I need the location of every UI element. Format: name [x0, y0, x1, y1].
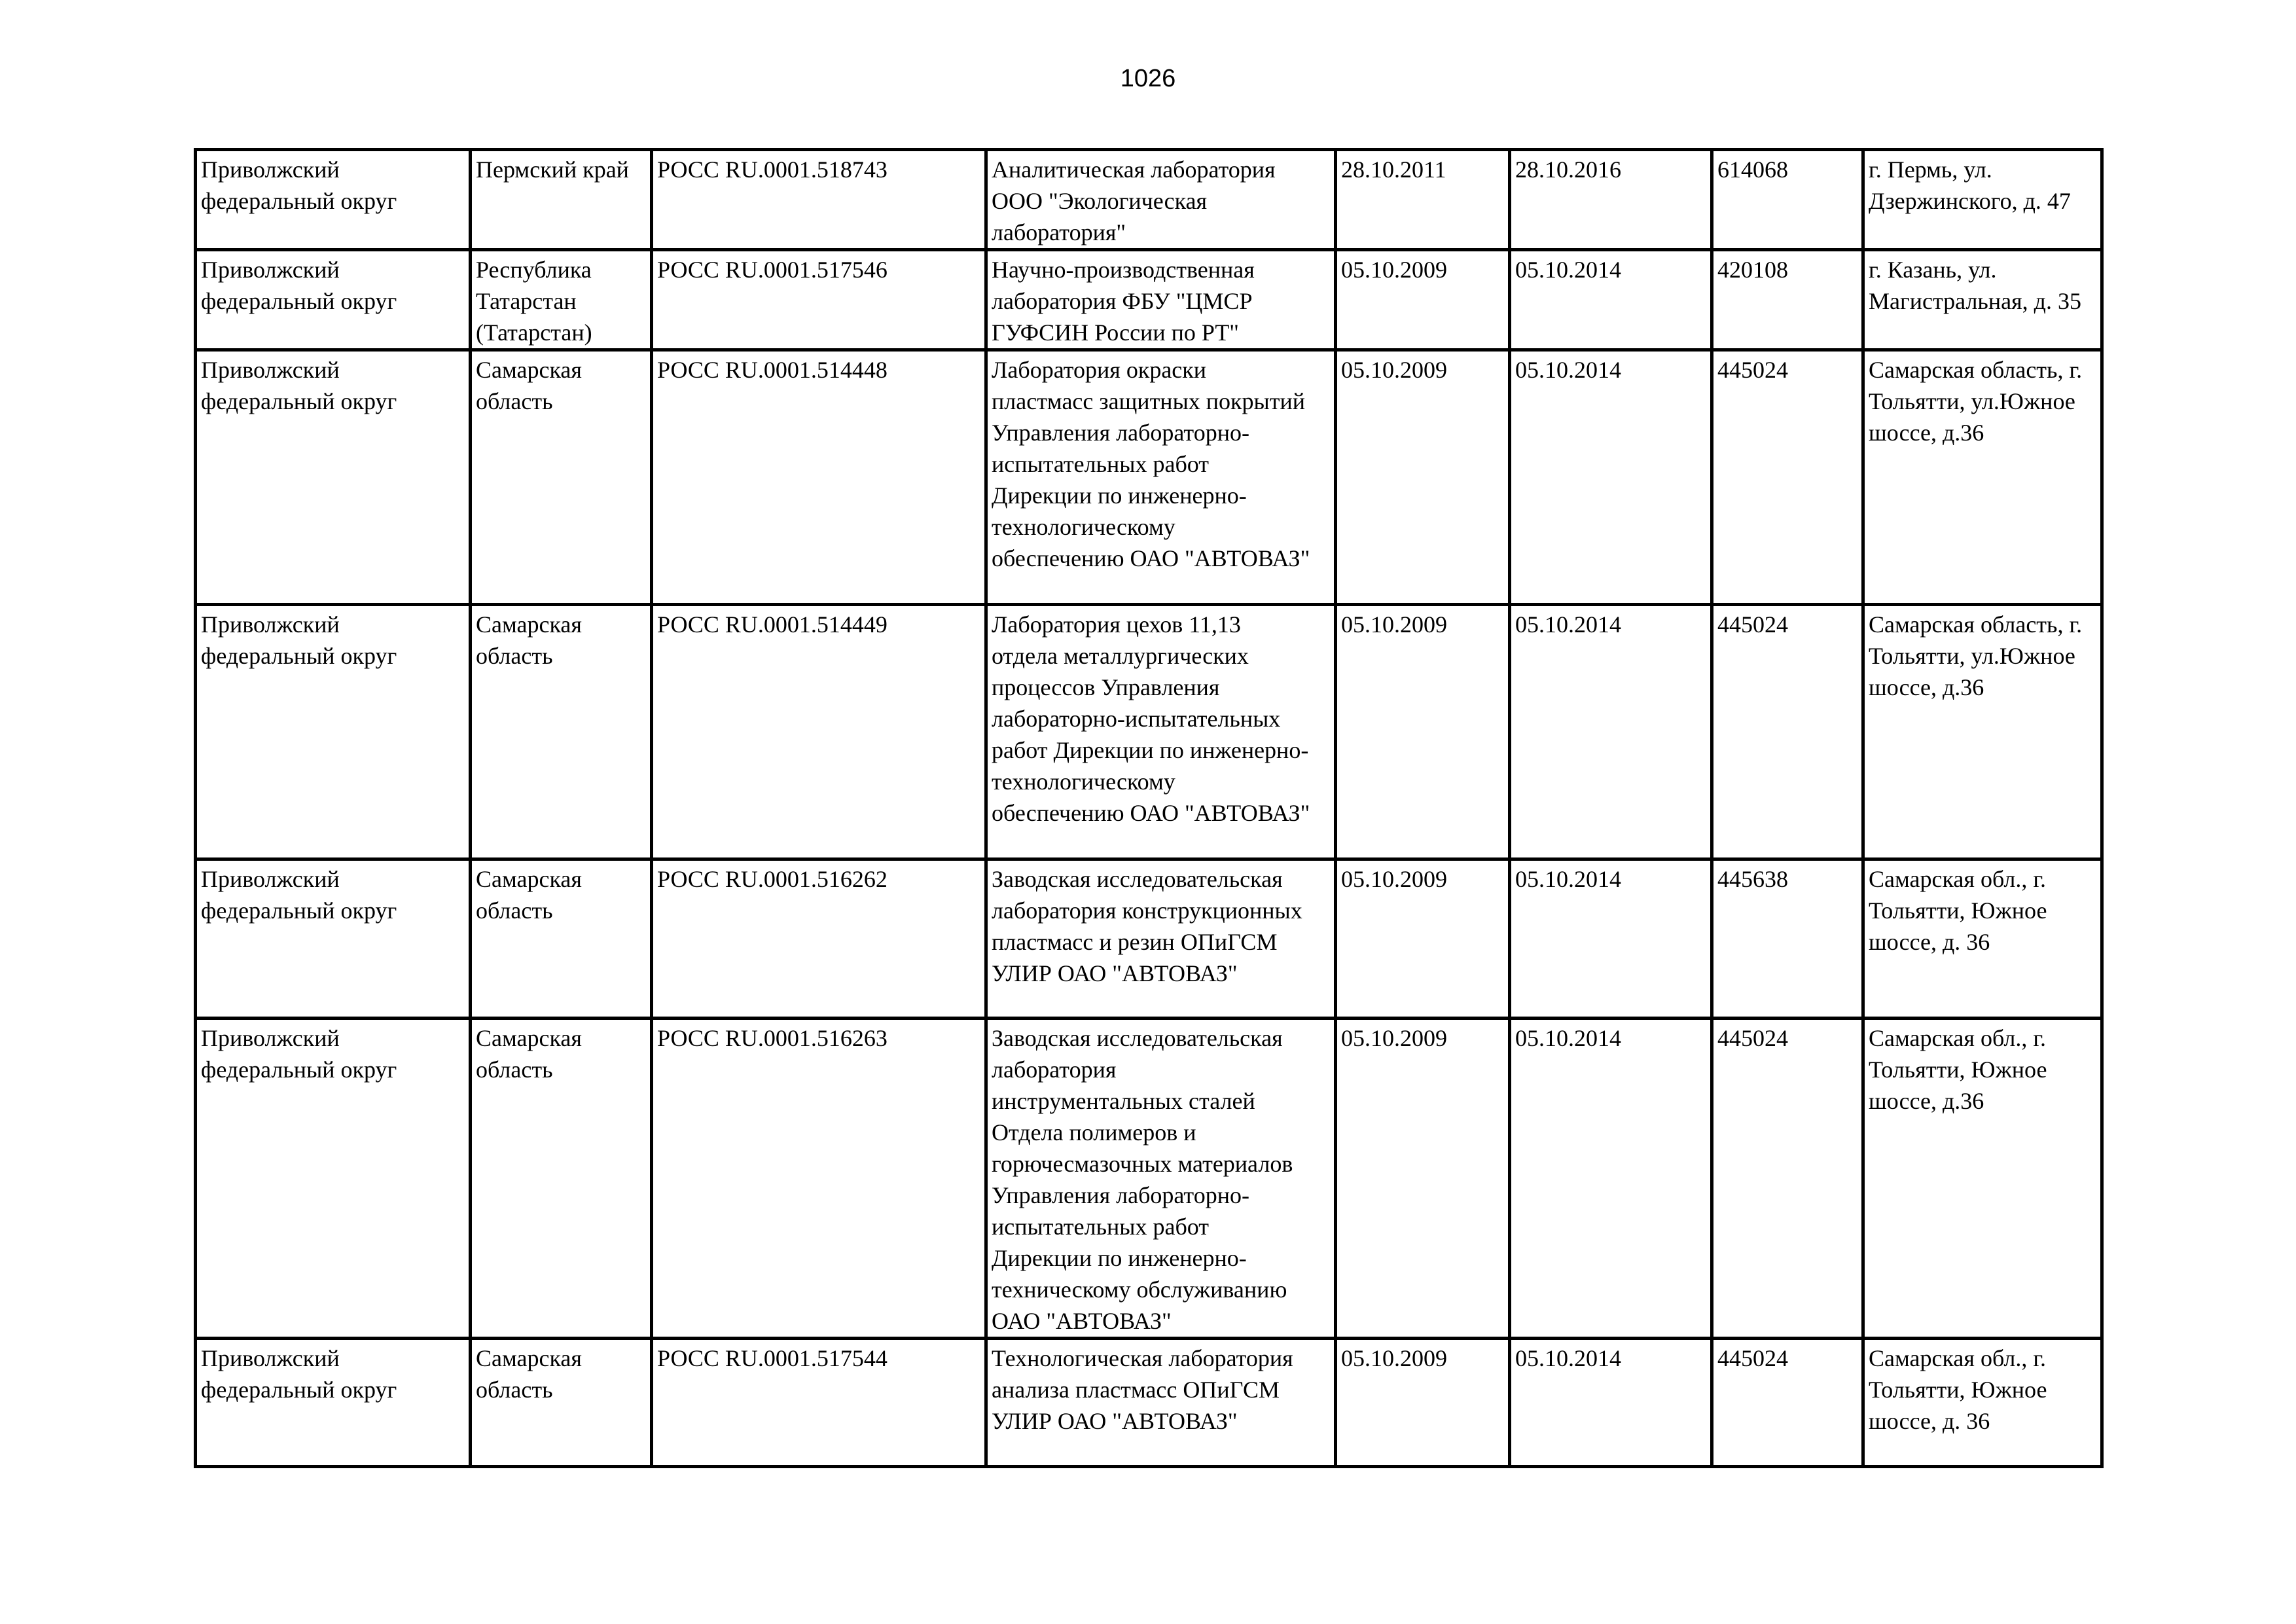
- table-row: [196, 250, 2102, 350]
- address-cell: г. Казань, ул. Магистральная, д. 35: [1863, 250, 2102, 350]
- certificate-number-cell: РОСС RU.0001.517546: [652, 250, 986, 350]
- district-cell: Приволжский федеральный округ: [196, 859, 471, 1019]
- date-to-cell: 05.10.2014: [1510, 605, 1712, 859]
- laboratory-name-cell: Заводская исследовательская лаборатория конструкционных пластмасс и резин ОПиГСМ УЛИР ОАО "АВТОВАЗ": [986, 859, 1336, 1019]
- table-row: [196, 350, 2102, 605]
- postal-code-cell: 445024: [1712, 350, 1863, 605]
- laboratory-registry-table: [194, 148, 2104, 1468]
- table-row: [196, 859, 2102, 1019]
- date-to-cell: 28.10.2016: [1510, 150, 1712, 250]
- table-row: [196, 1019, 2102, 1339]
- district-cell: Приволжский федеральный округ: [196, 1339, 471, 1467]
- postal-code-cell: 445024: [1712, 1339, 1863, 1467]
- postal-code-cell: 420108: [1712, 250, 1863, 350]
- laboratory-name-cell: Технологическая лаборатория анализа пластмасс ОПиГСМ УЛИР ОАО "АВТОВАЗ": [986, 1339, 1336, 1467]
- date-to-cell: 05.10.2014: [1510, 1019, 1712, 1339]
- address-cell: Самарская область, г. Тольятти, ул.Южное шоссе, д.36: [1863, 605, 2102, 859]
- region-cell: Пермский край: [471, 150, 652, 250]
- date-to-cell: 05.10.2014: [1510, 350, 1712, 605]
- district-cell: Приволжский федеральный округ: [196, 1019, 471, 1339]
- address-cell: г. Пермь, ул. Дзержинского, д. 47: [1863, 150, 2102, 250]
- date-to-cell: 05.10.2014: [1510, 859, 1712, 1019]
- date-from-cell: 05.10.2009: [1336, 350, 1510, 605]
- laboratory-name-cell: Научно-производственная лаборатория ФБУ "ЦМСР ГУФСИН России по РТ": [986, 250, 1336, 350]
- certificate-number-cell: РОСС RU.0001.516262: [652, 859, 986, 1019]
- date-from-cell: 05.10.2009: [1336, 1019, 1510, 1339]
- district-cell: Приволжский федеральный округ: [196, 250, 471, 350]
- address-cell: Самарская область, г. Тольятти, ул.Южное шоссе, д.36: [1863, 350, 2102, 605]
- page-number: 1026: [1120, 65, 1176, 92]
- date-from-cell: 05.10.2009: [1336, 605, 1510, 859]
- certificate-number-cell: РОСС RU.0001.514448: [652, 350, 986, 605]
- laboratory-name-cell: Лаборатория окраски пластмасс защитных покрытий Управления лабораторно- испытательных работ Дирекции по инженерно- технологическому обеспечению ОАО "АВТОВАЗ": [986, 350, 1336, 605]
- region-cell: Самарская область: [471, 605, 652, 859]
- postal-code-cell: 445024: [1712, 605, 1863, 859]
- postal-code-cell: 614068: [1712, 150, 1863, 250]
- address-cell: Самарская обл., г. Тольятти, Южное шоссе, д. 36: [1863, 859, 2102, 1019]
- region-cell: Самарская область: [471, 1339, 652, 1467]
- postal-code-cell: 445638: [1712, 859, 1863, 1019]
- laboratory-name-cell: Заводская исследовательская лаборатория инструментальных сталей Отдела полимеров и горючесмазочных материалов Управления лабораторно- испытательных работ Дирекции по инженерно- техническому обслуживанию ОАО "АВТОВАЗ": [986, 1019, 1336, 1339]
- table-row: [196, 605, 2102, 859]
- laboratory-name-cell: Лаборатория цехов 11,13 отдела металлургических процессов Управления лабораторно-испытательных работ Дирекции по инженерно- технологическому обеспечению ОАО "АВТОВАЗ": [986, 605, 1336, 859]
- date-from-cell: 28.10.2011: [1336, 150, 1510, 250]
- region-cell: Республика Татарстан (Татарстан): [471, 250, 652, 350]
- district-cell: Приволжский федеральный округ: [196, 605, 471, 859]
- certificate-number-cell: РОСС RU.0001.514449: [652, 605, 986, 859]
- address-cell: Самарская обл., г. Тольятти, Южное шоссе, д. 36: [1863, 1339, 2102, 1467]
- region-cell: Самарская область: [471, 350, 652, 605]
- date-to-cell: 05.10.2014: [1510, 250, 1712, 350]
- date-to-cell: 05.10.2014: [1510, 1339, 1712, 1467]
- certificate-number-cell: РОСС RU.0001.516263: [652, 1019, 986, 1339]
- table-row: [196, 1339, 2102, 1467]
- date-from-cell: 05.10.2009: [1336, 250, 1510, 350]
- certificate-number-cell: РОСС RU.0001.517544: [652, 1339, 986, 1467]
- laboratory-name-cell: Аналитическая лаборатория ООО "Экологическая лаборатория": [986, 150, 1336, 250]
- district-cell: Приволжский федеральный округ: [196, 350, 471, 605]
- address-cell: Самарская обл., г. Тольятти, Южное шоссе, д.36: [1863, 1019, 2102, 1339]
- region-cell: Самарская область: [471, 1019, 652, 1339]
- date-from-cell: 05.10.2009: [1336, 859, 1510, 1019]
- date-from-cell: 05.10.2009: [1336, 1339, 1510, 1467]
- certificate-number-cell: РОСС RU.0001.518743: [652, 150, 986, 250]
- postal-code-cell: 445024: [1712, 1019, 1863, 1339]
- region-cell: Самарская область: [471, 859, 652, 1019]
- table-row: [196, 150, 2102, 250]
- district-cell: Приволжский федеральный округ: [196, 150, 471, 250]
